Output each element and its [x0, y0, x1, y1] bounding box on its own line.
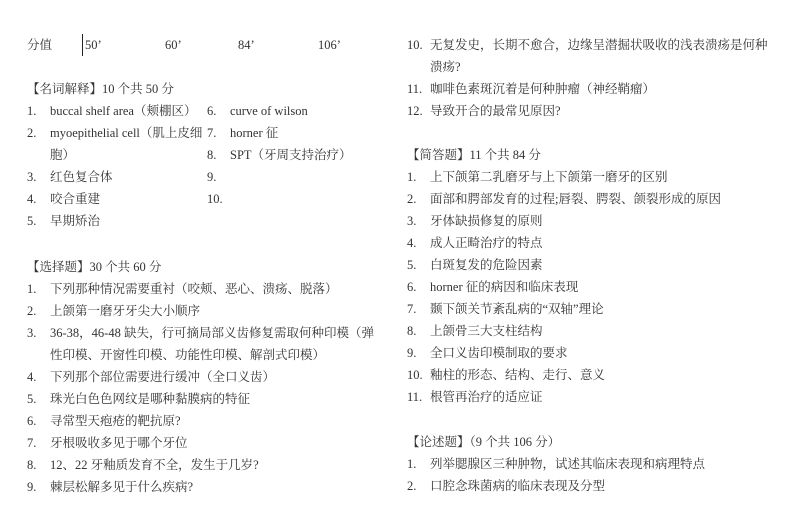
item-number: 4. [407, 236, 417, 250]
list-item [27, 188, 205, 210]
item-text: 红色复合体 [50, 170, 113, 184]
item-number: 1. [27, 104, 37, 118]
item-number: 5. [27, 392, 37, 406]
item-text: curve of wilson [230, 104, 308, 118]
list-item [207, 166, 387, 188]
item-text: 咬合重建 [50, 192, 101, 206]
item-number: 6. [27, 414, 37, 428]
list-item [407, 276, 777, 298]
list-item [407, 364, 777, 386]
list-item [27, 410, 377, 432]
item-text: 棘层松解多见于什么疾病? [50, 480, 194, 494]
item-number: 3. [407, 214, 417, 228]
score-row [27, 34, 387, 56]
list-item [27, 366, 377, 388]
list-item [207, 100, 387, 122]
noun-list [27, 100, 387, 232]
score-value: 60’ [165, 38, 182, 52]
item-text: 成人正畸治疗的特点 [430, 236, 543, 250]
list-item [27, 300, 377, 322]
item-text: 全口义齿印模制取的要求 [430, 346, 568, 360]
item-text: 寻常型天疱疮的靶抗原? [50, 414, 181, 428]
item-text: 面部和腭部发育的过程;唇裂、腭裂、颌裂形成的原因 [430, 192, 721, 206]
item-number: 3. [27, 326, 37, 340]
item-number: 11. [407, 390, 423, 404]
section-header-choice: 【选择题】30 个共 60 分 [27, 260, 162, 274]
right-column [407, 34, 777, 497]
item-text: 白斑复发的危险因素 [430, 258, 543, 272]
list-item [27, 388, 377, 410]
list-item [407, 166, 777, 188]
section-header-essay: 【论述题】（9 个共 106 分） [407, 435, 561, 449]
item-number: 5. [407, 258, 417, 272]
item-number: 1. [27, 282, 37, 296]
item-number: 7. [407, 302, 417, 316]
item-text: 上下颌第二乳磨牙与上下颌第一磨牙的区别 [430, 170, 668, 184]
item-number: 2. [27, 126, 37, 140]
item-text: 下列那种情况需要重衬（咬颊、恶心、溃疡、脱落） [50, 282, 338, 296]
item-text: 列举腮腺区三种肿物，试述其临床表现和病理特点 [430, 457, 706, 471]
list-item [407, 320, 777, 342]
item-text: 上颌骨三大支柱结构 [430, 324, 543, 338]
section-header-short: 【简答题】11 个共 84 分 [407, 148, 541, 162]
item-number: 6. [407, 280, 417, 294]
item-number: 2. [27, 304, 37, 318]
list-item [407, 298, 777, 320]
item-number: 10. [407, 38, 423, 52]
item-text [230, 166, 387, 188]
item-number: 9. [207, 170, 217, 184]
item-text: buccal shelf area（颊棚区） [50, 104, 197, 118]
item-text: 牙根吸收多见于哪个牙位 [50, 436, 188, 450]
item-text: 根管再治疗的适应证 [430, 390, 543, 404]
item-text: 上颌第一磨牙牙尖大小顺序 [50, 304, 201, 318]
list-item [407, 34, 777, 78]
item-number: 2. [407, 192, 417, 206]
list-item [407, 386, 777, 408]
item-number: 8. [407, 324, 417, 338]
item-number: 6. [207, 104, 217, 118]
list-item [27, 210, 205, 232]
item-number: 10. [207, 192, 223, 206]
item-text: 颞下颌关节紊乱病的“双轴”理论 [430, 302, 604, 316]
item-number: 7. [27, 436, 37, 450]
score-value: 106’ [318, 38, 341, 52]
item-number: 9. [27, 480, 37, 494]
list-item [207, 144, 387, 166]
item-text: 咖啡色素斑沉着是何种肿瘤（神经鞘瘤） [430, 82, 656, 96]
item-number: 4. [27, 370, 37, 384]
list-item [207, 122, 387, 144]
list-item [407, 475, 777, 497]
item-number: 3. [27, 170, 37, 184]
item-text: 珠光白色色网纹是哪种黏膜病的特征 [50, 392, 251, 406]
item-text: 下列那个部位需要进行缓冲（全口义齿） [50, 370, 276, 384]
item-text: 牙体缺损修复的原则 [430, 214, 543, 228]
list-item [27, 432, 377, 454]
list-item [407, 100, 777, 122]
item-number: 1. [407, 170, 417, 184]
item-number: 12. [407, 104, 423, 118]
item-text: 无复发史，长期不愈合，边缘呈潜掘状吸收的浅表溃疡是何种溃疡? [430, 38, 768, 74]
item-text [230, 188, 387, 210]
item-text: 36-38，46-48 缺失，行可摘局部义齿修复需取何种印模（弹性印模、开窗性印模、功能性印模、解剖式印模） [50, 326, 374, 362]
score-label: 分值 [27, 38, 53, 52]
list-item [407, 232, 777, 254]
item-number: 1. [407, 457, 417, 471]
item-text: horner 征 [230, 126, 279, 140]
divider [82, 34, 83, 56]
item-text: 导致开合的最常见原因? [430, 104, 561, 118]
item-number: 2. [407, 479, 417, 493]
item-number: 10. [407, 368, 423, 382]
item-number: 7. [207, 126, 217, 140]
item-number: 11. [407, 82, 423, 96]
list-item [407, 453, 777, 475]
list-item [27, 322, 377, 366]
left-column [27, 78, 387, 498]
list-item [27, 122, 205, 166]
item-number: 5. [27, 214, 37, 228]
item-text: horner 征的病因和临床表现 [430, 280, 579, 294]
list-item [407, 254, 777, 276]
item-text: 口腔念珠菌病的临床表现及分型 [430, 479, 606, 493]
list-item [27, 166, 205, 188]
item-text: 早期矫治 [50, 214, 101, 228]
item-text: 12、22 牙釉质发育不全，发生于几岁? [50, 458, 259, 472]
item-text: myoepithelial cell（肌上皮细胞） [50, 126, 203, 162]
score-value: 50’ [85, 38, 102, 52]
item-number: 9. [407, 346, 417, 360]
item-number: 4. [27, 192, 37, 206]
score-value: 84’ [238, 38, 255, 52]
list-item [27, 278, 377, 300]
list-item [407, 188, 777, 210]
list-item [27, 454, 377, 476]
list-item [407, 78, 777, 100]
list-item [27, 100, 205, 122]
list-item [27, 476, 377, 498]
list-item [407, 210, 777, 232]
list-item [407, 342, 777, 364]
item-number: 8. [207, 148, 217, 162]
list-item [207, 188, 387, 210]
item-number: 8. [27, 458, 37, 472]
section-header-noun: 【名词解释】10 个共 50 分 [27, 82, 174, 96]
item-text: SPT（牙周支持治疗） [230, 148, 352, 162]
item-text: 釉柱的形态、结构、走行、意义 [430, 368, 606, 382]
